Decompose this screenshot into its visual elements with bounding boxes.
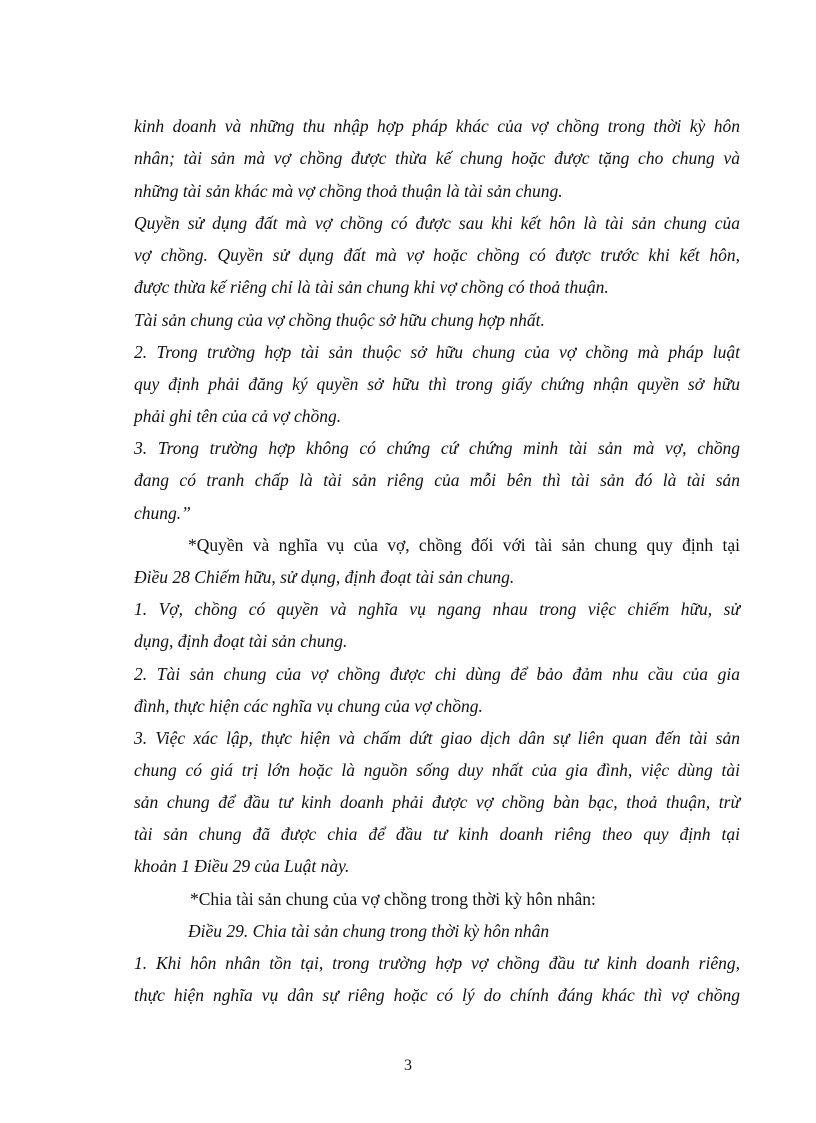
text-line: Điều 28 Chiếm hữu, sử dụng, định đoạt tài sản chung.	[134, 567, 515, 587]
text-line: Quyền sử dụng đất mà vợ chồng có được sau khi kết hôn là tài sản chung của	[134, 213, 740, 233]
text-line: được thừa kế riêng chỉ là tài sản chung khi vợ chồng có thoả thuận.	[134, 277, 609, 297]
page-number: 3	[404, 1057, 412, 1074]
text-line: sản chung để đầu tư kinh doanh phải được vợ chồng bàn bạc, thoả thuận, trừ	[134, 792, 740, 812]
text-line: nhân; tài sản mà vợ chồng được thừa kế chung hoặc được tặng cho chung và	[134, 148, 740, 168]
text-line: 3. Việc xác lập, thực hiện và chấm dứt giao dịch dân sự liên quan đến tài sản	[134, 728, 740, 748]
text-line: tài sản chung đã được chia để đầu tư kinh doanh riêng theo quy định tại	[134, 824, 740, 844]
text-line: vợ chồng. Quyền sử dụng đất mà vợ hoặc chồng có được trước khi kết hôn,	[134, 245, 740, 265]
text-line: 1. Vợ, chồng có quyền và nghĩa vụ ngang nhau trong việc chiếm hữu, sử	[134, 599, 740, 619]
text-line: những tài sản khác mà vợ chồng thoả thuận là tài sản chung.	[134, 181, 563, 201]
text-line: 3. Trong trường hợp không có chứng cứ chứng minh tài sản mà vợ, chồng	[134, 438, 740, 458]
text-line: chung.”	[134, 503, 191, 523]
section-heading: *Chia tài sản chung của vợ chồng trong thời kỳ hôn nhân:	[190, 889, 596, 909]
article-title: Điều 29. Chia tài sản chung trong thời kỳ hôn nhân	[188, 921, 550, 941]
text-line: thực hiện nghĩa vụ dân sự riêng hoặc có lý do chính đáng khác thì vợ chồng	[134, 985, 740, 1005]
text-line: Tài sản chung của vợ chồng thuộc sở hữu chung hợp nhất.	[134, 310, 545, 330]
text-line: chung có giá trị lớn hoặc là nguồn sống duy nhất của gia đình, việc dùng tài	[134, 760, 740, 780]
text-line: phải ghi tên của cả vợ chồng.	[134, 406, 342, 426]
text-line: 2. Trong trường hợp tài sản thuộc sở hữu chung của vợ chồng mà pháp luật	[134, 342, 740, 362]
text-line: 2. Tài sản chung của vợ chồng được chi dùng để bảo đảm nhu cầu của gia	[134, 664, 740, 684]
section-heading: *Quyền và nghĩa vụ của vợ, chồng đối với tài sản chung quy định tại	[188, 535, 740, 555]
text-line: kinh doanh và những thu nhập hợp pháp khác của vợ chồng trong thời kỳ hôn	[134, 116, 740, 136]
text-line: dụng, định đoạt tài sản chung.	[134, 631, 348, 651]
text-line: đang có tranh chấp là tài sản riêng của mỗi bên thì tài sản đó là tài sản	[134, 470, 740, 490]
text-line: 1. Khi hôn nhân tồn tại, trong trường hợp vợ chồng đầu tư kinh doanh riêng,	[134, 953, 740, 973]
text-line: khoản 1 Điều 29 của Luật này.	[134, 856, 350, 876]
text-line: đình, thực hiện các nghĩa vụ chung của vợ chồng.	[134, 696, 483, 716]
text-line: quy định phải đăng ký quyền sở hữu thì trong giấy chứng nhận quyền sở hữu	[134, 374, 740, 394]
